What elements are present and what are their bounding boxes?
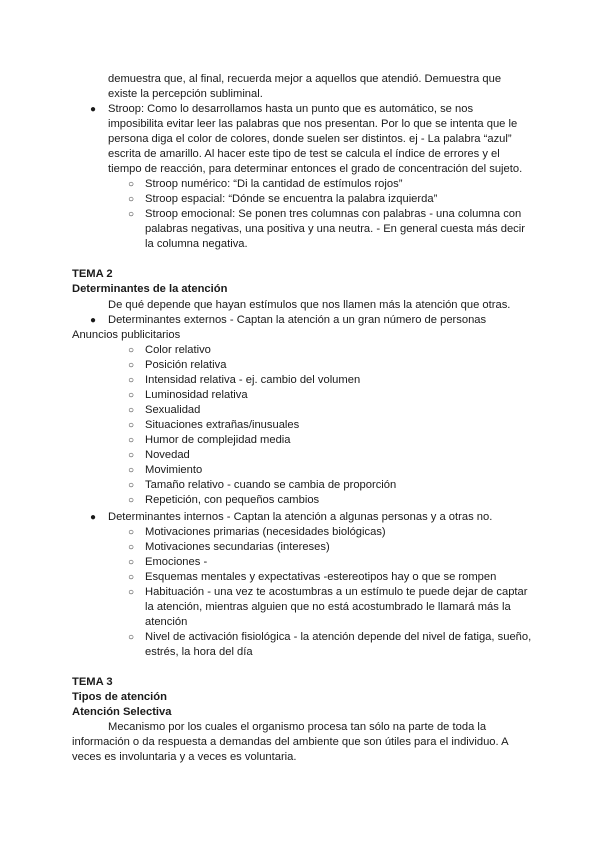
tema2-intro: De qué depende que hayan estímulos que nos llamen más la atención que otras.	[108, 299, 511, 311]
stroop-emocional-1: Stroop emocional: Se ponen tres columnas con palabras - una columna con	[145, 208, 522, 220]
externos-item: Posición relativa	[145, 359, 227, 371]
sub-bullet-circle: ○	[128, 632, 135, 643]
stroop-espacial: Stroop espacial: “Dónde se encuentra la palabra izquierda”	[145, 193, 438, 205]
stroop-line-1: Stroop: Como lo desarrollamos hasta un punto que es automático, se nos	[108, 103, 474, 115]
sub-bullet-circle: ○	[128, 572, 135, 583]
externos-item: Intensidad relativa - ej. cambio del volumen	[145, 374, 361, 386]
sub-bullet-circle: ○	[128, 375, 135, 386]
internos-item: Nivel de activación fisiológica - la atención depende del nivel de fatiga, sueño,	[145, 631, 532, 643]
externos-item: Repetición, con pequeños cambios	[145, 494, 320, 506]
externos-item: Color relativo	[145, 344, 211, 356]
internos-item: Motivaciones primarias (necesidades biológicas)	[145, 526, 386, 538]
bullet-dot: ●	[90, 104, 97, 115]
internos-item-cont: atención	[145, 616, 188, 628]
stroop-emocional-3: la columna negativa.	[145, 238, 248, 250]
internos-item-cont: estrés, la hora del día	[145, 646, 253, 658]
tema2-label: TEMA 2	[72, 268, 113, 280]
stroop-line-5: tiempo de reacción, para determinar entonces el grado de concentración del sujeto.	[108, 163, 523, 175]
sub-bullet-circle: ○	[128, 557, 135, 568]
sub-bullet-circle: ○	[128, 480, 135, 491]
sub-bullet-circle: ○	[128, 587, 135, 598]
sub-bullet-circle: ○	[128, 420, 135, 431]
internos-heading: Determinantes internos - Captan la atención a algunas personas y a otras no.	[108, 511, 493, 523]
tema3-paragraph-1: Mecanismo por los cuales el organismo procesa tan sólo na parte de toda la	[108, 721, 487, 733]
stroop-line-4: escrita de amarillo. Al hacer este tipo de test se calcula el índice de errores y el	[108, 148, 500, 160]
sub-bullet-circle: ○	[128, 435, 135, 446]
intro-line-1: demuestra que, al final, recuerda mejor a aquellos que atendió. Demuestra que	[108, 73, 502, 85]
sub-bullet-circle: ○	[128, 527, 135, 538]
internos-item: Habituación - una vez te acostumbras a un estímulo te puede dejar de captar	[145, 586, 528, 598]
sub-bullet-circle: ○	[128, 179, 135, 190]
internos-item: Esquemas mentales y expectativas -estereotipos hay o que se rompen	[145, 571, 497, 583]
externos-heading: Determinantes externos - Captan la atención a un gran número de personas	[108, 314, 487, 326]
bullet-dot: ●	[90, 315, 97, 326]
sub-bullet-circle: ○	[128, 405, 135, 416]
internos-item: Motivaciones secundarias (intereses)	[145, 541, 330, 553]
stroop-emocional-2: palabras negativas, una positiva y una neutra. - En general cuesta más decir	[145, 223, 525, 235]
sub-bullet-circle: ○	[128, 194, 135, 205]
bullet-dot: ●	[90, 512, 97, 523]
tema3-subtitle: Atención Selectiva	[72, 706, 172, 718]
sub-bullet-circle: ○	[128, 345, 135, 356]
tema3-paragraph-2: información o da respuesta a demandas del ambiente que son útiles para el individuo. A	[72, 736, 509, 748]
externos-item: Tamaño relativo - cuando se cambia de proporción	[145, 479, 397, 491]
externos-item: Situaciones extrañas/inusuales	[145, 419, 300, 431]
sub-bullet-circle: ○	[128, 465, 135, 476]
tema3-label: TEMA 3	[72, 676, 113, 688]
stroop-numerico: Stroop numérico: “Di la cantidad de estímulos rojos”	[145, 178, 403, 190]
sub-bullet-circle: ○	[128, 450, 135, 461]
sub-bullet-circle: ○	[128, 542, 135, 553]
externos-item: Sexualidad	[145, 404, 201, 416]
internos-item: Emociones -	[145, 556, 208, 568]
internos-item-cont: la atención, mientras alguien que no está acostumbrado le llamará más la	[145, 601, 511, 613]
externos-item: Movimiento	[145, 464, 203, 476]
sub-bullet-circle: ○	[128, 360, 135, 371]
tema3-paragraph-3: veces es involuntaria y a veces es voluntaria.	[72, 751, 297, 763]
sub-bullet-circle: ○	[128, 495, 135, 506]
sub-bullet-circle: ○	[128, 209, 135, 220]
stroop-line-3: persona diga el color de colores, donde suelen ser distintos. ej - La palabra “azul”	[108, 133, 512, 145]
sub-bullet-circle: ○	[128, 390, 135, 401]
externos-item: Luminosidad relativa	[145, 389, 248, 401]
externos-sublabel: Anuncios publicitarios	[72, 329, 181, 341]
stroop-line-2: imposibilita evitar leer las palabras que nos presentan. Por lo que se intenta que le	[108, 118, 518, 130]
externos-item: Novedad	[145, 449, 190, 461]
tema3-title: Tipos de atención	[72, 691, 167, 703]
tema2-title: Determinantes de la atención	[72, 283, 228, 295]
intro-line-2: existe la percepción subliminal.	[108, 88, 263, 100]
externos-item: Humor de complejidad media	[145, 434, 291, 446]
